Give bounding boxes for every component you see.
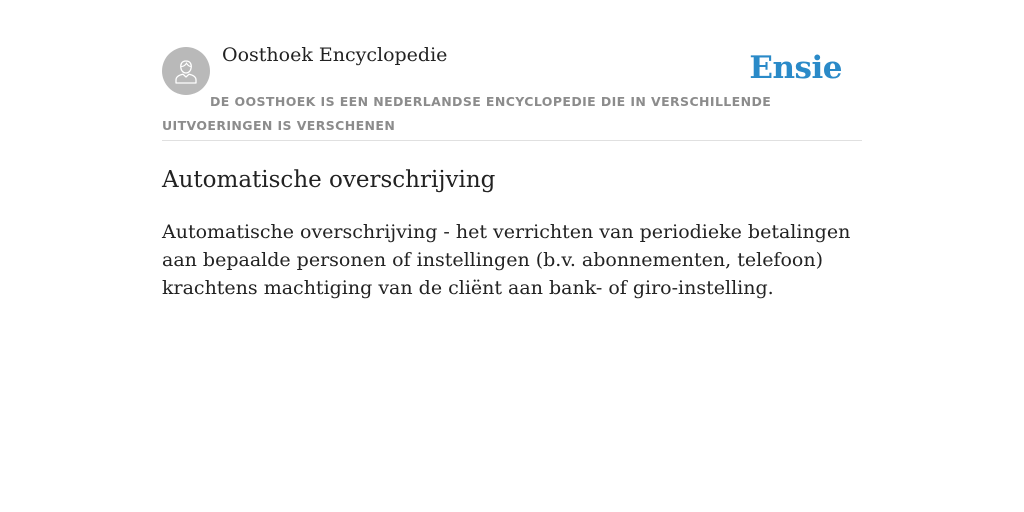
user-icon — [171, 56, 201, 86]
avatar[interactable] — [162, 47, 210, 95]
header — [162, 0, 862, 141]
author-description: DE OOSTHOEK IS EEN NEDERLANDSE ENCYCLOPEDIE DIE IN VERSCHILLENDE UITVOERINGEN IS VERSCHENEN — [162, 94, 772, 133]
brand-logo[interactable]: Ensie — [749, 50, 842, 86]
article-body: Automatische overschrijving - het verrichten van periodieke betalingen aan bepaalde personen of instellingen (b.v. abonnementen, telefoon) krachtens machtiging van de cliënt aan bank- of giro-instelling. — [162, 221, 851, 299]
article-title: Automatische overschrijving — [162, 167, 496, 193]
author-name[interactable]: Oosthoek Encyclopedie — [222, 44, 448, 66]
page-container — [162, 0, 862, 302]
